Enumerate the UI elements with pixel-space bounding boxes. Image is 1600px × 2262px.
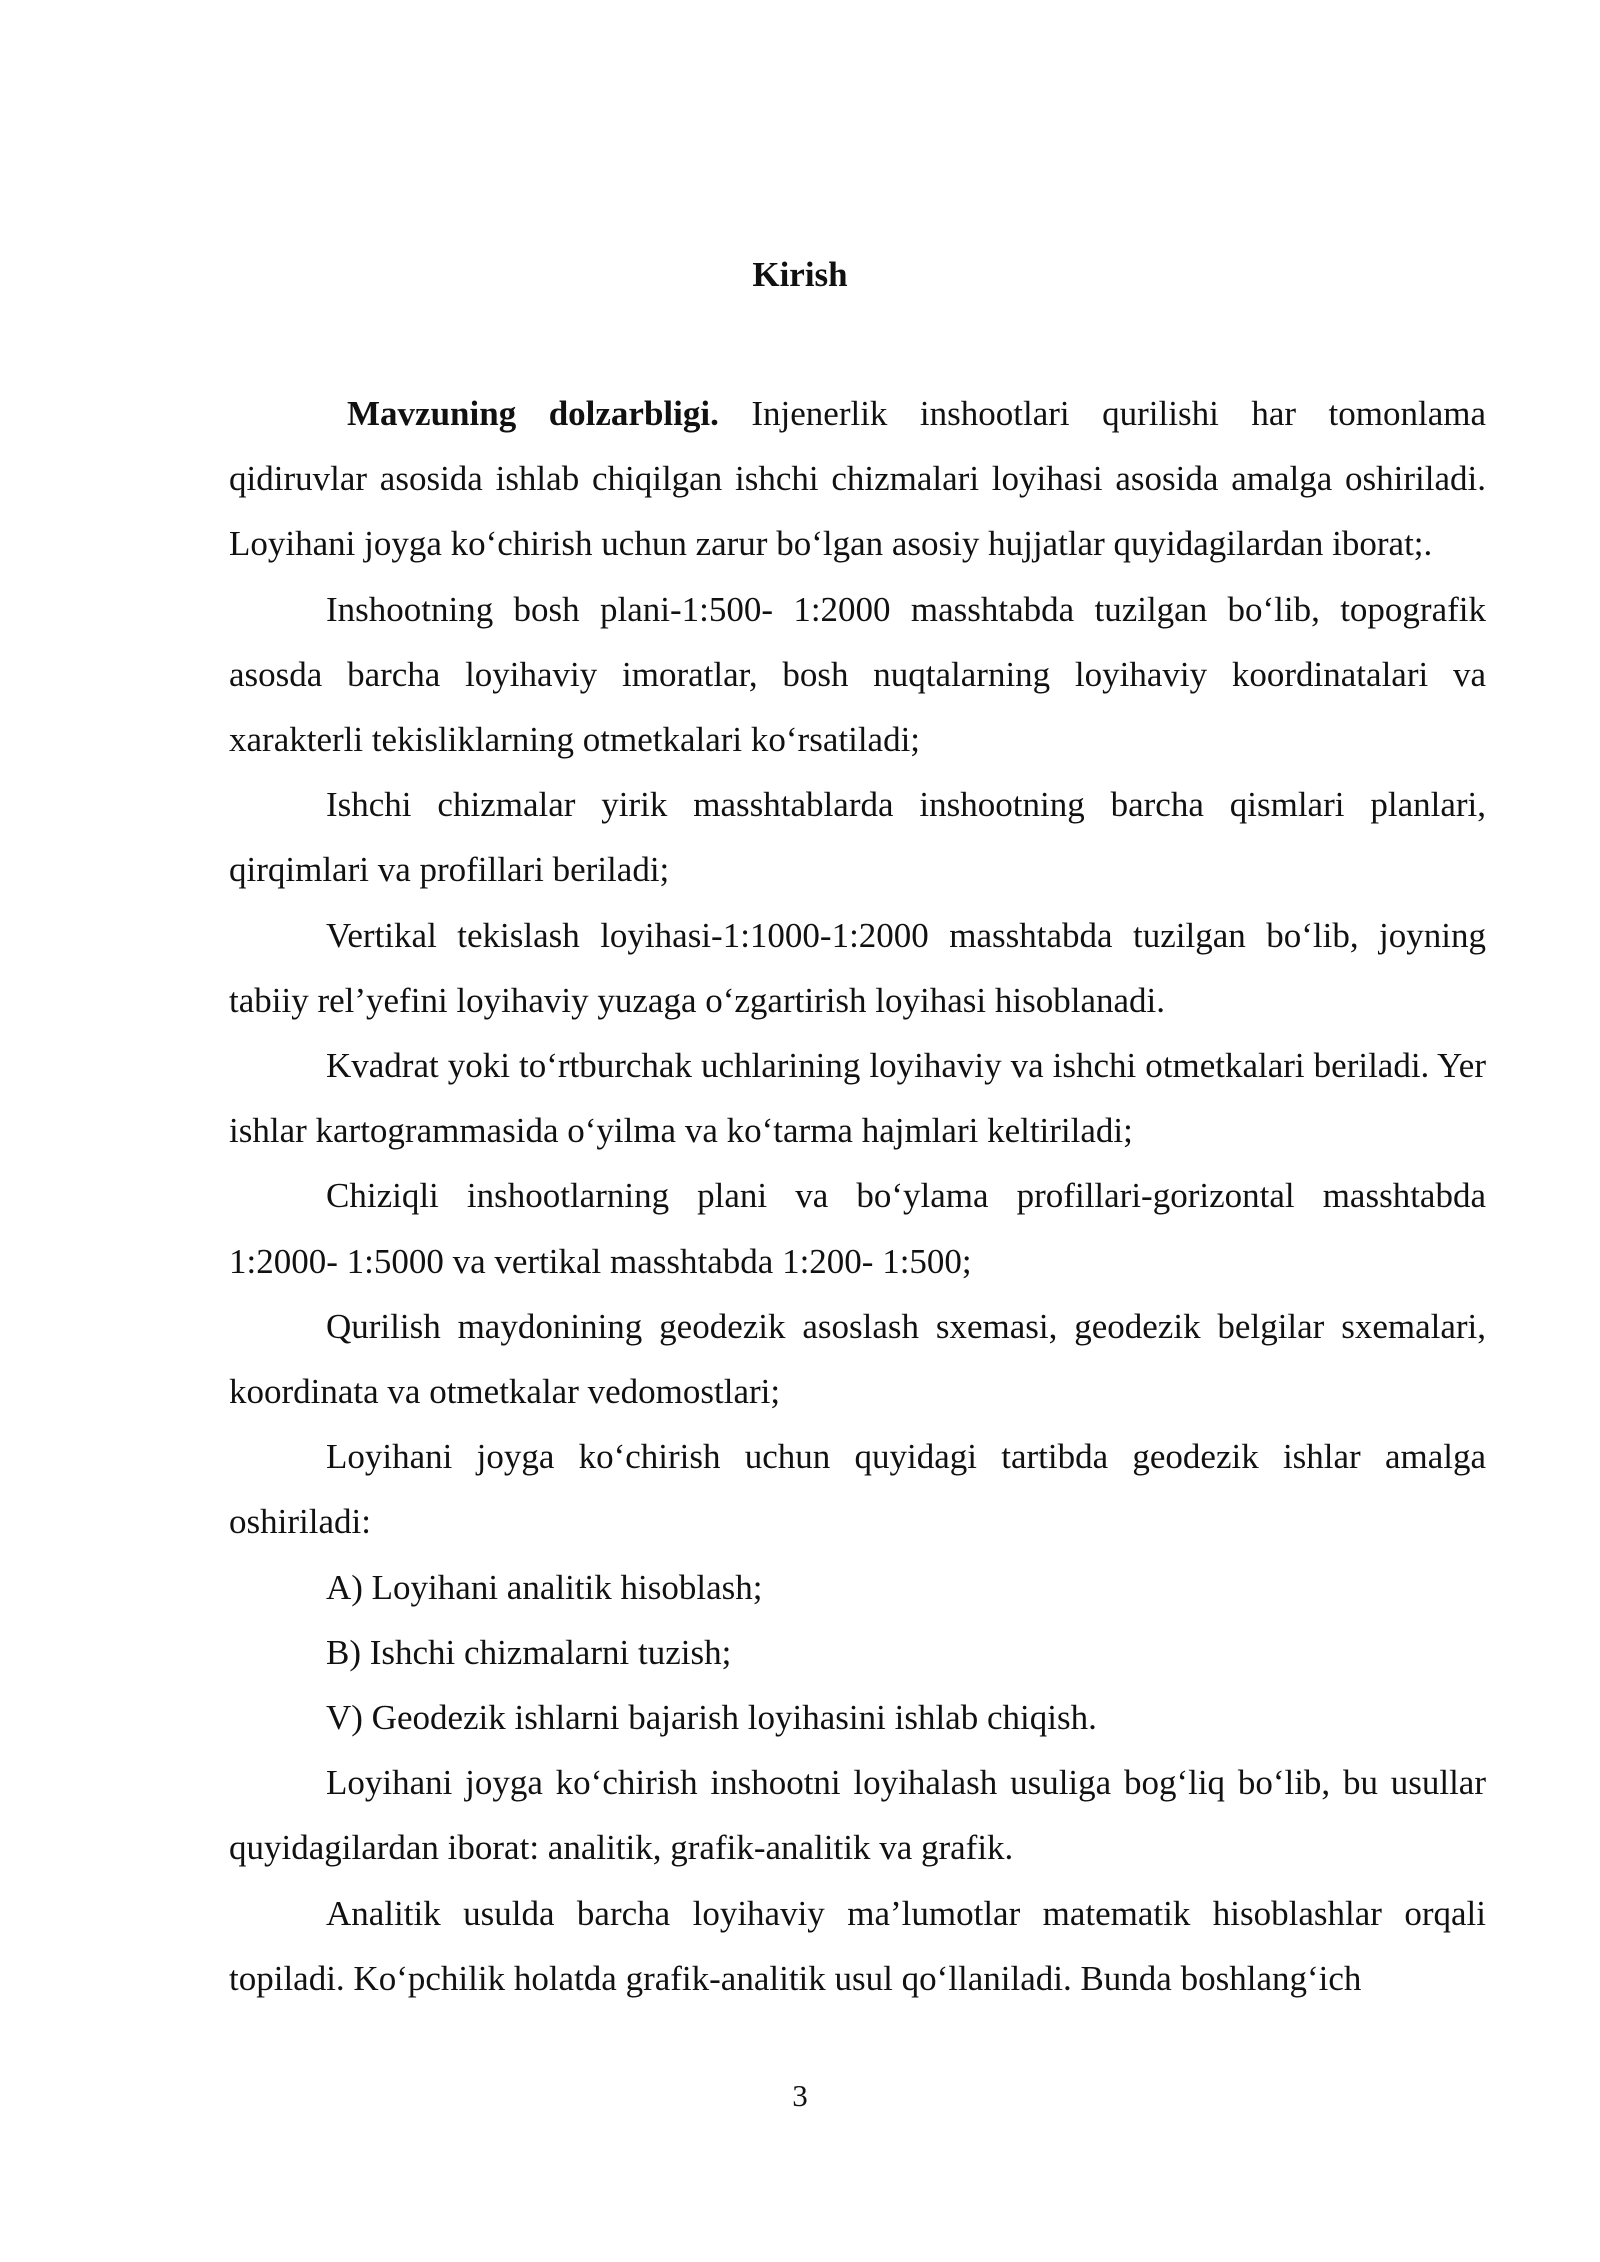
list-item-a: A) Loyihani analitik hisoblash;: [326, 1567, 763, 1607]
paragraph-geodezik-ishlar: Loyihani joyga ko‘chirish uchun quyidagi tartibda geodezik ishlar amalga oshiriladi:: [229, 1437, 1486, 1542]
body-text: [229, 381, 1486, 2011]
paragraph-qurilish-maydoni: Qurilish maydonining geodezik asoslash sxemasi, geodezik belgilar sxemalari, koordinata va otmetkalar vedomostlari;: [229, 1306, 1486, 1412]
list-item-v: V) Geodezik ishlarni bajarish loyihasini ishlab chiqish.: [326, 1698, 1097, 1738]
page-number: 3: [792, 2078, 808, 2113]
paragraph-usullar: Loyihani joyga ko‘chirish inshootni loyihalash usuliga bog‘liq bo‘lib, bu usullar quyidagilardan iborat: analitik, grafik-analitik va grafik.: [229, 1763, 1486, 1868]
intro-paragraph: [229, 381, 1486, 577]
paragraph-vertikal-tekislash: Vertikal tekislash loyihasi-1:1000-1:2000 masshtabda tuzilgan bo‘lib, joyning tabiiy rel’yefini loyihaviy yuzaga o‘zgartirish loyihasi hisoblanadi.: [229, 915, 1486, 1020]
section-lead: Mavzuning dolzarbligi.: [347, 394, 719, 433]
paragraph-bosh-plan: Inshootning bosh plani-1:500- 1:2000 masshtabda tuzilgan bo‘lib, topografik asosda barcha loyihaviy imoratlar, bosh nuqtalarning loyihaviy koordinatalari va xarakterli tekisliklarning otmetkalari ko‘rsatiladi;: [229, 589, 1486, 760]
page-title: Kirish: [752, 255, 848, 294]
list-item-b: B) Ishchi chizmalarni tuzish;: [326, 1632, 732, 1672]
paragraph-analitik-usul: Analitik usulda barcha loyihaviy ma’lumotlar matematik hisoblashlar orqali topiladi. Ko‘pchilik holatda grafik-analitik usul qo‘llaniladi. Bunda boshlang‘ich: [229, 1893, 1486, 1998]
paragraph-chiziqli-inshootlar: Chiziqli inshootlarning plani va bo‘ylama profillari-gorizontal masshtabda 1:2000- 1:5000 va vertikal masshtabda 1:200- 1:500;: [229, 1176, 1486, 1281]
paragraph-ishchi-chizmalar: Ishchi chizmalar yirik masshtablarda inshootning barcha qismlari planlari, qirqimlari va profillari beriladi;: [229, 785, 1486, 890]
intro-text: Injenerlik inshootlari qurilishi har tomonlama qidiruvlar asosida ishlab chiqilgan ishchi chizmalari loyihasi asosida amalga oshiriladi. Loyihani joyga ko‘chirish uchun zarur bo‘lgan asosiy hujjatlar quyidagilardan iborat;.: [229, 394, 1486, 564]
paragraph-kvadrat: Kvadrat yoki to‘rtburchak uchlarining loyihaviy va ishchi otmetkalari beriladi. Yer ishlar kartogrammasida o‘yilma va ko‘tarma hajmlari keltiriladi;: [229, 1046, 1486, 1151]
